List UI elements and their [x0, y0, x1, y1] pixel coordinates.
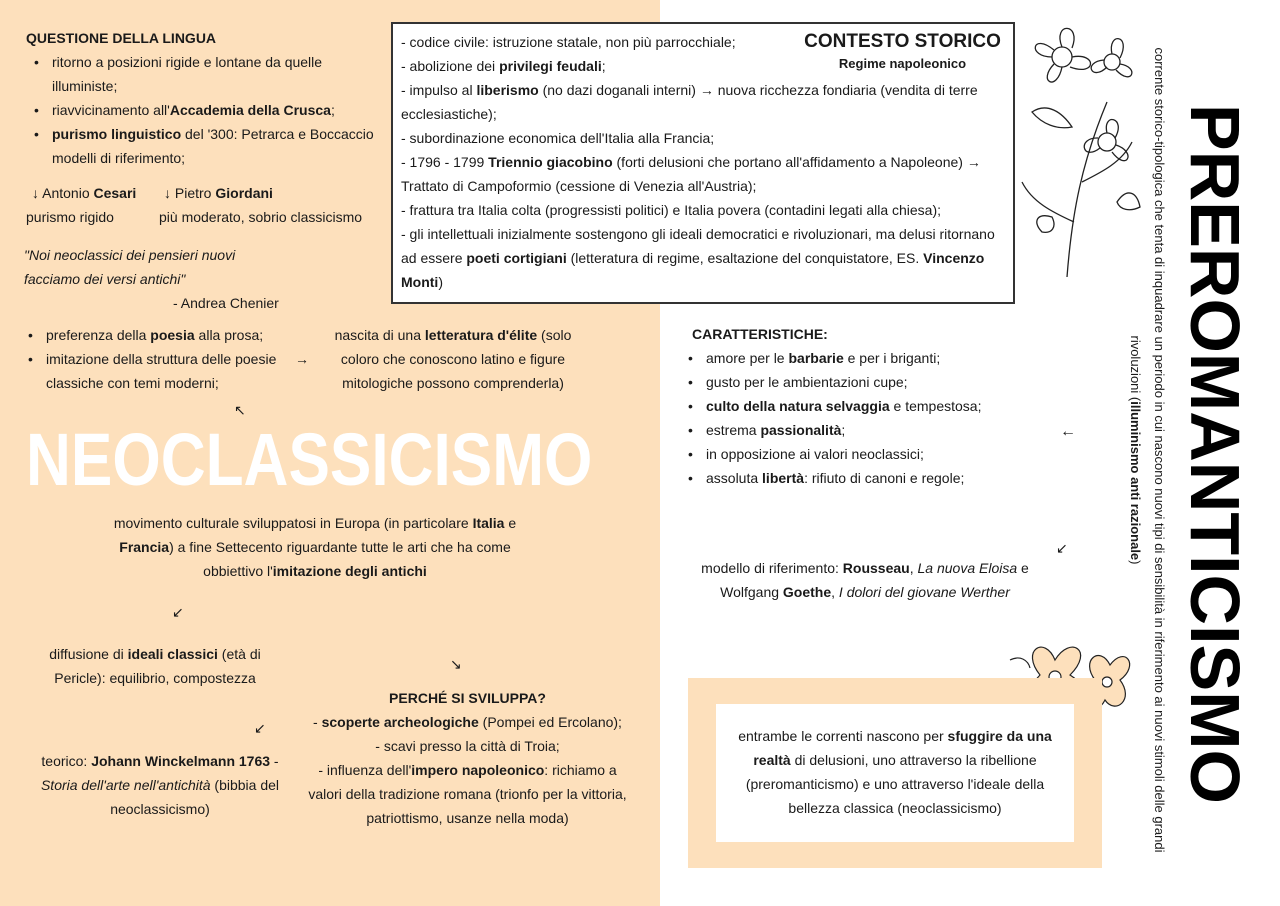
text-segment: riavvicinamento all' — [52, 102, 170, 118]
text-segment: , — [831, 584, 839, 600]
giordani — [164, 181, 273, 205]
bold-text: poesia — [150, 327, 195, 343]
bold-text: culto della natura selvaggia — [706, 398, 890, 414]
text-segment: ritorno a posizioni rigide e lontane da quelle illuministe; — [52, 54, 323, 94]
bold-text: Johann Winckelmann — [91, 753, 235, 769]
bold-text: Accademia della Crusca — [169, 102, 331, 118]
text-segment: estrema — [706, 422, 761, 438]
cesari-desc: purismo rigido — [26, 209, 114, 225]
bold-text: liberismo — [476, 82, 539, 98]
contesto-line — [401, 126, 1005, 150]
text-segment: (letteratura di regime, esaltazione del conquistatore, ES. — [566, 250, 924, 266]
text-segment: ) — [438, 274, 443, 290]
quote-author: - Andrea Chenier — [173, 295, 279, 311]
text-segment: - abolizione dei — [401, 58, 500, 74]
arrow-left: ← — [1060, 423, 1076, 440]
list-item — [680, 418, 1052, 442]
arrow-right: → — [295, 351, 309, 367]
text-segment: nascita di una — [334, 327, 425, 343]
bold-text: passionalità — [760, 422, 842, 438]
text-segment: di delusioni, uno attraverso la ribellione (preromanticismo) e uno attraverso l'ideale della bellezza classica (neoclassicismo) — [745, 752, 1045, 816]
text-segment: ; — [601, 58, 606, 74]
text-segment: - codice civile: istruzione statale, non più parrocchiale; — [401, 34, 736, 50]
text-segment: - frattura tra Italia colta (progressisti politici) e Italia povera (contadini legati alla chiesa); — [401, 202, 942, 218]
giordani-desc: più moderato, sobrio classicismo — [159, 209, 363, 225]
text-segment: : richiamo a valori della tradizione romana (trionfo per la vittoria, patriottismo, usanze nella moda) — [308, 762, 627, 826]
italic-text: I dolori del giovane Werther — [838, 584, 1010, 600]
text-segment: ) a fine Settecento riguardante tutte le arti che ha come obbiettivo l' — [169, 539, 511, 579]
arrow-downleft: ↙ — [172, 604, 184, 620]
italic-text: Storia dell'arte nell'antichità — [40, 777, 211, 793]
bold-text: purismo linguistico — [52, 126, 182, 142]
list-item — [680, 394, 1052, 418]
bold-text: illuminismo anti razionale — [1128, 401, 1143, 561]
bold-text: Vincenzo Monti — [401, 250, 985, 290]
text-segment: - gli intellettuali inizialmente sostengono gli ideali democratici e rivoluzionari, ma delusi ritornano ad essere — [401, 226, 995, 266]
bold-text: letteratura d'élite — [424, 327, 538, 343]
text-segment: - — [313, 714, 322, 730]
cesari — [32, 181, 136, 205]
entrambe-box — [716, 704, 1074, 842]
text-segment: (età di Pericle): equilibrio, compostezza — [54, 646, 261, 686]
text-segment: amore per le — [706, 350, 789, 366]
ideali — [30, 642, 280, 690]
list-item — [680, 442, 1052, 466]
bold-text: poeti cortigiani — [466, 250, 567, 266]
bold-text: Cesari — [93, 185, 137, 201]
caratteristiche-section — [692, 322, 1052, 490]
text-segment: ↓ Pietro — [164, 185, 216, 201]
bold-text: Rousseau — [842, 560, 910, 576]
bold-text: Goethe — [782, 584, 832, 600]
list-item — [680, 466, 1052, 490]
perche-section — [300, 686, 635, 830]
text-segment: (bibbia del neoclassicismo) — [110, 777, 280, 817]
bold-text: libertà — [762, 470, 805, 486]
text-segment: ) — [1128, 560, 1143, 565]
perche-title: PERCHÉ SI SVILUPPA? — [389, 690, 546, 706]
title-neoclassicismo: NEOCLASSICISMO — [26, 418, 593, 501]
text-segment: entrambe le correnti nascono per — [738, 728, 948, 744]
text-segment: assoluta — [706, 470, 763, 486]
teorico — [40, 749, 280, 821]
preromanticismo-description — [1123, 40, 1171, 860]
questione-list — [26, 50, 376, 170]
poesia-list — [20, 323, 290, 395]
definition — [90, 511, 540, 583]
contesto-title: CONTESTO STORICO — [804, 31, 1001, 52]
text-segment: - subordinazione economica dell'Italia alla Francia; — [401, 130, 715, 146]
title-preromanticismo: PREROMANTICISMO — [1176, 104, 1254, 804]
modello — [690, 556, 1040, 604]
text-segment: , — [909, 560, 918, 576]
questione-section — [26, 26, 376, 170]
bold-text: privilegi feudali — [499, 58, 602, 74]
text-segment: e per i briganti; — [843, 350, 941, 366]
text-segment: e — [504, 515, 517, 531]
questione-title: QUESTIONE DELLA LINGUA — [26, 30, 217, 46]
contesto-box — [391, 22, 1015, 304]
text-segment: modello di riferimento: — [701, 560, 843, 576]
text-segment: ↓ Antonio — [32, 185, 94, 201]
text-segment: del '300: Petrarca e Boccaccio modelli di riferimento; — [52, 126, 374, 166]
text-segment: (solo coloro che conoscono latino e figure mitologiche possono comprenderla) — [340, 327, 572, 391]
contesto-line — [401, 150, 1005, 198]
text-segment: gusto per le ambientazioni cupe; — [706, 374, 908, 390]
text-segment: - scavi presso la città di Troia; - influenza dell' — [318, 738, 560, 778]
contesto-line — [401, 198, 1005, 222]
text-segment: e tempestosa; — [889, 398, 982, 414]
bold-text: ideali classici — [127, 646, 218, 662]
list-item — [26, 50, 376, 98]
arrow-downleft: ↙ — [254, 720, 266, 736]
text-segment: - 1796 - 1799 — [401, 154, 489, 170]
caratteristiche-list — [680, 346, 1052, 490]
elite-text — [318, 323, 588, 395]
text-segment: movimento culturale sviluppatosi in Europa (in particolare — [113, 515, 473, 531]
contesto-heading — [800, 30, 1005, 74]
text-segment: - impulso al — [401, 82, 477, 98]
text-segment: (Pompei ed Ercolano); — [478, 714, 622, 730]
italic-text: La nuova Eloisa — [917, 560, 1018, 576]
arrow-up: ↖ — [234, 402, 246, 418]
bold-text: Francia — [119, 539, 170, 555]
list-item — [26, 98, 376, 122]
bold-text: scoperte archeologiche — [321, 714, 479, 730]
arrow-downleft: ↙ — [1056, 540, 1068, 556]
text-segment: : rifiuto di canoni e regole; — [804, 470, 965, 486]
bold-text: imitazione degli antichi — [272, 563, 427, 579]
text-segment: ; — [841, 422, 846, 438]
contesto-line — [401, 222, 1005, 294]
text-segment: ; — [330, 102, 335, 118]
bold-text: impero napoleonico — [411, 762, 545, 778]
list-item — [680, 370, 1052, 394]
bold-text: sfuggire da una realtà — [753, 728, 1052, 768]
text-segment: e Wolfgang — [720, 560, 1029, 600]
bold-text: 1763 — [238, 753, 271, 769]
text-segment: (forti delusioni che portano all'affidamento a Napoleone) → Trattato di Campoformio (cessione di Venezia all'Austria); — [401, 154, 981, 194]
contesto-line — [401, 78, 1005, 126]
bold-text: Giordani — [215, 185, 273, 201]
bold-text: barbarie — [788, 350, 844, 366]
quote-text: "Noi neoclassici dei pensieri nuovi facciamo dei versi antichi" — [24, 247, 236, 287]
bold-text: Italia — [472, 515, 505, 531]
text-segment: preferenza della — [46, 327, 151, 343]
perche-body — [300, 710, 635, 830]
list-item — [20, 347, 290, 395]
text-segment: - — [270, 753, 279, 769]
text-segment: teorico: — [41, 753, 92, 769]
list-item — [680, 346, 1052, 370]
text-segment: diffusione di — [49, 646, 128, 662]
text-segment: imitazione della struttura delle poesie classiche con temi moderni; — [46, 351, 277, 391]
text-segment: alla prosa; — [194, 327, 264, 343]
bold-text: Triennio giacobino — [488, 154, 613, 170]
contesto-subtitle: Regime napoleonico — [838, 56, 967, 71]
arrow-down: ↘ — [450, 656, 462, 672]
list-item — [26, 122, 376, 170]
list-item — [20, 323, 290, 347]
text-segment: in opposizione ai valori neoclassici; — [706, 446, 924, 462]
text-segment: (no dazi doganali interni) → nuova ricchezza fondiaria (vendita di terre ecclesiastiche); — [401, 82, 978, 122]
text-segment: corrente storico-tipologica che tenta di inquadrare un periodo in cui nascono nuovi tipi di sensibilità in riferimento ai nuovi stimoli delle grandi rivoluzioni ( — [1128, 47, 1167, 853]
caratteristiche-title: CARATTERISTICHE: — [692, 326, 828, 342]
